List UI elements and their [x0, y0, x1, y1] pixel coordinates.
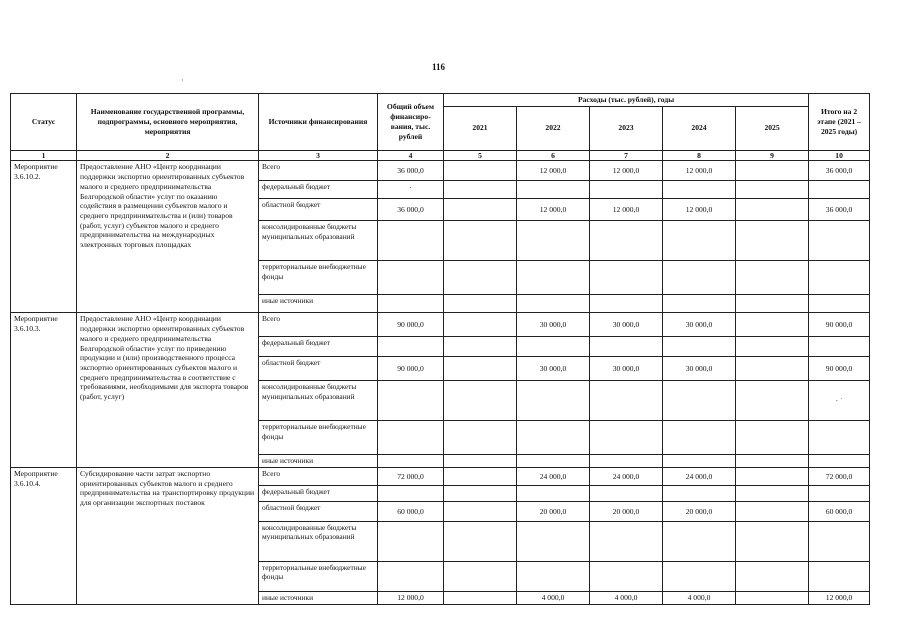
header-stage-total: Итого на 2 этапе (2021 – 2025 годы) — [809, 94, 870, 151]
year-amount — [590, 295, 663, 313]
year-amount — [444, 521, 517, 561]
year-amount — [590, 261, 663, 295]
total-amount — [378, 521, 444, 561]
header-year: 2023 — [590, 106, 663, 150]
year-amount — [736, 161, 809, 181]
financing-table — [10, 93, 870, 605]
year-amount — [736, 221, 809, 261]
year-amount — [590, 521, 663, 561]
year-amount: 20 000,0 — [590, 501, 663, 521]
year-amount — [736, 561, 809, 591]
funding-source: Всего — [259, 467, 378, 485]
year-amount: 20 000,0 — [517, 501, 590, 521]
column-number: 7 — [590, 150, 663, 161]
year-amount — [736, 295, 809, 313]
year-amount: 12 000,0 — [663, 199, 736, 221]
stage-total-amount: 36 000,0 — [809, 199, 870, 221]
total-amount: 90 000,0 — [378, 357, 444, 381]
funding-source: иные источники — [259, 295, 378, 313]
header-expenses: Расходы (тыс. рублей), годы — [444, 94, 809, 107]
year-amount — [590, 455, 663, 467]
measure-status: Мероприятие 3.6.10.4. — [11, 467, 77, 604]
column-number: 2 — [77, 150, 259, 161]
total-amount — [378, 261, 444, 295]
year-amount — [444, 161, 517, 181]
total-amount: 90 000,0 — [378, 313, 444, 337]
year-amount — [736, 337, 809, 357]
year-amount — [590, 221, 663, 261]
stage-total-amount — [809, 421, 870, 455]
total-amount — [378, 485, 444, 501]
year-amount — [663, 295, 736, 313]
table-row — [11, 313, 870, 337]
year-amount: 24 000,0 — [590, 467, 663, 485]
year-amount — [444, 381, 517, 421]
total-amount — [378, 337, 444, 357]
funding-source: консолидированные бюджеты муниципальных образований — [259, 381, 378, 421]
year-amount — [736, 591, 809, 604]
stage-total-amount: 90 000,0 — [809, 357, 870, 381]
header-year: 2022 — [517, 106, 590, 150]
total-amount: ` — [378, 181, 444, 199]
header-year: 2025 — [736, 106, 809, 150]
funding-source: территориальные внебюджетные фонды — [259, 561, 378, 591]
year-amount — [736, 261, 809, 295]
stage-total-amount — [809, 221, 870, 261]
table-body — [11, 161, 870, 604]
year-amount — [663, 561, 736, 591]
year-amount: 4 000,0 — [663, 591, 736, 604]
header-total: Общий объем финансиро-вания, тыс. рублей — [378, 94, 444, 151]
page-number: 116 — [432, 62, 446, 72]
stage-total-amount — [809, 455, 870, 467]
funding-source: территориальные внебюджетные фонды — [259, 261, 378, 295]
year-amount: 30 000,0 — [663, 357, 736, 381]
stage-total-amount: 60 000,0 — [809, 501, 870, 521]
year-amount — [736, 485, 809, 501]
stage-total-amount: 12 000,0 — [809, 591, 870, 604]
funding-source: консолидированные бюджеты муниципальных образований — [259, 221, 378, 261]
year-amount — [444, 181, 517, 199]
year-amount — [517, 561, 590, 591]
year-amount — [736, 467, 809, 485]
year-amount: 30 000,0 — [590, 357, 663, 381]
funding-source: территориальные внебюджетные фонды — [259, 421, 378, 455]
total-amount — [378, 295, 444, 313]
year-amount — [444, 467, 517, 485]
stage-total-amount — [809, 561, 870, 591]
column-number: 6 — [517, 150, 590, 161]
stage-total-amount — [809, 261, 870, 295]
column-numbers-row — [11, 150, 870, 161]
funding-source: областной бюджет — [259, 357, 378, 381]
measure-status: Мероприятие 3.6.10.3. — [11, 313, 77, 467]
year-amount — [736, 455, 809, 467]
year-amount — [517, 221, 590, 261]
year-amount — [444, 313, 517, 337]
funding-source: консолидированные бюджеты муниципальных образований — [259, 521, 378, 561]
year-amount — [444, 337, 517, 357]
stray-mark: · — [181, 76, 184, 85]
year-amount — [517, 295, 590, 313]
year-amount: 12 000,0 — [517, 161, 590, 181]
measure-status: Мероприятие 3.6.10.2. — [11, 161, 77, 313]
total-amount — [378, 421, 444, 455]
stage-total-amount: 72 000,0 — [809, 467, 870, 485]
year-amount: 12 000,0 — [590, 161, 663, 181]
funding-source: федеральный бюджет — [259, 181, 378, 199]
header-name: Наименование государственной программы, подпрограммы, основного мероприятия, мероприятия — [77, 94, 259, 151]
year-amount — [663, 485, 736, 501]
year-amount — [663, 421, 736, 455]
year-amount — [444, 591, 517, 604]
column-number: 10 — [809, 150, 870, 161]
year-amount — [444, 421, 517, 455]
year-amount — [444, 221, 517, 261]
year-amount: 20 000,0 — [663, 501, 736, 521]
year-amount — [663, 455, 736, 467]
total-amount: 72 000,0 — [378, 467, 444, 485]
year-amount — [736, 181, 809, 199]
column-number: 8 — [663, 150, 736, 161]
year-amount — [517, 261, 590, 295]
year-amount — [590, 337, 663, 357]
total-amount — [378, 381, 444, 421]
measure-title: Предоставление АНО «Центр координации поддержки экспортно ориентированных субъектов малого и среднего предпринимательства Белгородской области» услуг по оказанию содействия в размещении субъектов малого и среднего предпринимательства и (или) товаров (работ, услуг) субъектов малого и среднего предпринимательства на международных электронных торговых площадках — [77, 161, 259, 313]
column-number: 9 — [736, 150, 809, 161]
funding-source: иные источники — [259, 591, 378, 604]
year-amount — [444, 199, 517, 221]
column-number: 5 — [444, 150, 517, 161]
year-amount — [444, 501, 517, 521]
total-amount: 12 000,0 — [378, 591, 444, 604]
column-number: 3 — [259, 150, 378, 161]
year-amount — [663, 261, 736, 295]
year-amount — [444, 561, 517, 591]
year-amount: 30 000,0 — [663, 313, 736, 337]
funding-source: Всего — [259, 313, 378, 337]
year-amount — [663, 337, 736, 357]
year-amount: 30 000,0 — [517, 357, 590, 381]
stage-total-amount: · ˙ — [809, 381, 870, 421]
year-amount — [736, 199, 809, 221]
year-amount — [517, 381, 590, 421]
year-amount: 24 000,0 — [517, 467, 590, 485]
year-amount — [663, 221, 736, 261]
year-amount — [517, 421, 590, 455]
year-amount: 30 000,0 — [590, 313, 663, 337]
year-amount: 30 000,0 — [517, 313, 590, 337]
total-amount: 60 000,0 — [378, 501, 444, 521]
total-amount — [378, 455, 444, 467]
funding-source: иные источники — [259, 455, 378, 467]
year-amount — [590, 421, 663, 455]
total-amount — [378, 561, 444, 591]
stage-total-amount — [809, 295, 870, 313]
year-amount: 12 000,0 — [517, 199, 590, 221]
measure-title: Предоставление АНО «Центр координации поддержки экспортно ориентированных субъектов малого и среднего предпринимательства Белгородской области» услуг по приведению продукции и (или) производственного процесса экспортно ориентированных субъектов малого и среднего предпринимательства в соответствие с требованиями, необходимыми для экспорта товаров (работ, услуг) — [77, 313, 259, 467]
year-amount — [517, 181, 590, 199]
year-amount — [736, 521, 809, 561]
funding-source: областной бюджет — [259, 199, 378, 221]
year-amount — [590, 485, 663, 501]
year-amount — [736, 421, 809, 455]
year-amount — [517, 455, 590, 467]
year-amount — [663, 521, 736, 561]
funding-source: областной бюджет — [259, 501, 378, 521]
year-amount — [444, 485, 517, 501]
year-amount — [517, 337, 590, 357]
stage-total-amount — [809, 485, 870, 501]
stage-total-amount — [809, 181, 870, 199]
year-amount — [444, 455, 517, 467]
stage-total-amount — [809, 337, 870, 357]
column-number: 4 — [378, 150, 444, 161]
funding-source: Всего — [259, 161, 378, 181]
total-amount — [378, 221, 444, 261]
header-status: Статус — [11, 94, 77, 151]
funding-source: федеральный бюджет — [259, 485, 378, 501]
total-amount: 36 000,0 — [378, 161, 444, 181]
year-amount — [663, 381, 736, 421]
year-amount: 4 000,0 — [590, 591, 663, 604]
year-amount — [444, 261, 517, 295]
stage-total-amount — [809, 521, 870, 561]
year-amount — [590, 561, 663, 591]
total-amount: 36 000,0 — [378, 199, 444, 221]
year-amount — [663, 181, 736, 199]
year-amount: 12 000,0 — [663, 161, 736, 181]
header-sources: Источники финансирования — [259, 94, 378, 151]
measure-title: Субсидирование части затрат экспортно ориентированных субъектов малого и среднего предпринимательства на транспортировку продукции для организации экспортных поставок — [77, 467, 259, 604]
year-amount — [736, 501, 809, 521]
column-number: 1 — [11, 150, 77, 161]
year-amount — [736, 381, 809, 421]
year-amount — [736, 313, 809, 337]
funding-source: федеральный бюджет — [259, 337, 378, 357]
table-row — [11, 161, 870, 181]
year-amount — [590, 381, 663, 421]
year-amount: 12 000,0 — [590, 199, 663, 221]
year-amount: 24 000,0 — [663, 467, 736, 485]
year-amount: 4 000,0 — [517, 591, 590, 604]
table-row — [11, 467, 870, 485]
year-amount — [444, 295, 517, 313]
year-amount — [444, 357, 517, 381]
stage-total-amount: 36 000,0 — [809, 161, 870, 181]
header-year: 2021 — [444, 106, 517, 150]
header-year: 2024 — [663, 106, 736, 150]
stage-total-amount: 90 000,0 — [809, 313, 870, 337]
year-amount — [517, 521, 590, 561]
year-amount — [517, 485, 590, 501]
year-amount — [736, 357, 809, 381]
year-amount — [590, 181, 663, 199]
